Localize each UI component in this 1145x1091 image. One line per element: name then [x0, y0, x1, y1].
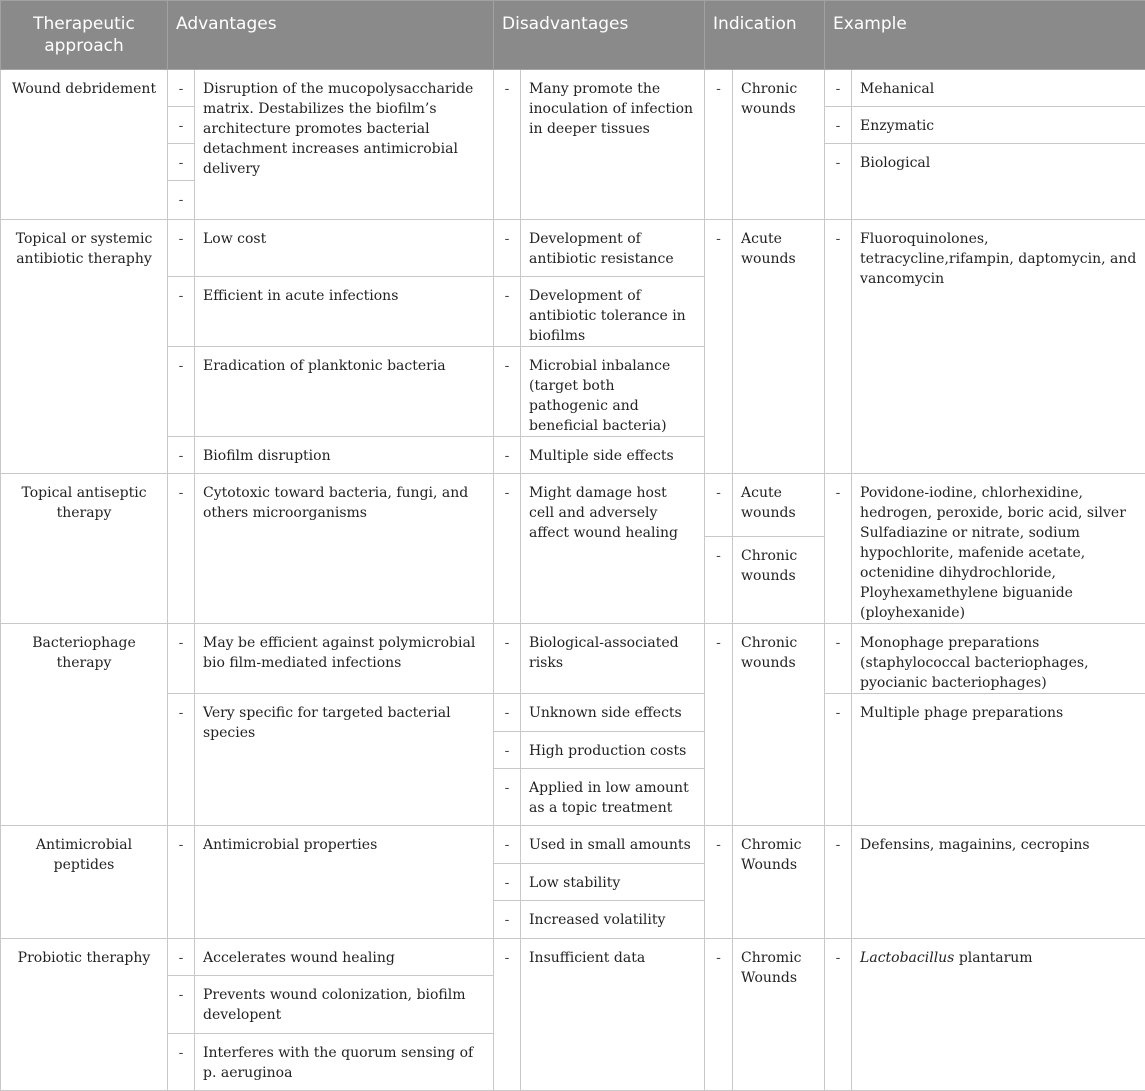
- advantage-dash: -: [168, 694, 195, 826]
- advantage-cell: Efficient in acute infections: [195, 277, 494, 347]
- example-dash: -: [825, 624, 852, 694]
- disadvantage-cell: Multiple side effects: [521, 437, 705, 474]
- indication-dash: -: [705, 70, 733, 220]
- table-row: [1, 826, 1145, 864]
- advantage-dash: -: [168, 474, 195, 624]
- advantage-dash: -: [168, 1034, 195, 1091]
- example-cell: Monophage preparations (staphylococcal bacteriophages, pyocianic bacteriophages): [852, 624, 1145, 694]
- indication-dash: -: [705, 826, 733, 939]
- table-row: [1, 694, 1145, 732]
- table-row: [1, 220, 1145, 277]
- advantage-dash: -: [168, 107, 195, 144]
- advantage-cell: Biofilm disruption: [195, 437, 494, 474]
- disadvantage-cell: Biological-associated risks: [521, 624, 705, 694]
- advantage-dash: -: [168, 347, 195, 437]
- indication-cell: Chromic Wounds: [733, 826, 825, 939]
- example-dash: -: [825, 144, 852, 220]
- approach-cell: Wound debridement: [1, 70, 168, 220]
- example-cell: Enzymatic: [852, 107, 1145, 144]
- advantage-dash: -: [168, 277, 195, 347]
- disadvantage-dash: -: [494, 624, 521, 694]
- disadvantage-cell: Low stability: [521, 864, 705, 901]
- disadvantage-dash: -: [494, 826, 521, 864]
- advantage-cell: Low cost: [195, 220, 494, 277]
- table-row: [1, 939, 1145, 976]
- approach-cell: Probiotic theraphy: [1, 939, 168, 1091]
- disadvantage-dash: -: [494, 939, 521, 1091]
- advantage-dash: -: [168, 70, 195, 107]
- advantage-dash: -: [168, 976, 195, 1034]
- indication-cell: Acute wounds: [733, 220, 825, 474]
- disadvantage-dash: -: [494, 901, 521, 939]
- disadvantage-dash: -: [494, 70, 521, 220]
- example-dash: -: [825, 70, 852, 107]
- indication-cell: Chronic wounds: [733, 624, 825, 826]
- disadvantage-cell: Increased volatility: [521, 901, 705, 939]
- example-cell: Defensins, magainins, cecropins: [852, 826, 1145, 939]
- example-species-name: plantarum: [954, 950, 1032, 966]
- indication-cell: Chronic wounds: [733, 70, 825, 220]
- header-example: Example: [825, 1, 1145, 70]
- approach-cell: Bacteriophage therapy: [1, 624, 168, 826]
- example-dash: -: [825, 220, 852, 474]
- advantage-cell: May be efficient against polymicrobial bio film-mediated infections: [195, 624, 494, 694]
- indication-cell: Acute wounds: [733, 474, 825, 537]
- header-therapeutic-approach: Therapeutic approach: [1, 1, 168, 70]
- example-cell: Fluoroquinolones, tetracycline,rifampin, daptomycin, and vancomycin: [852, 220, 1145, 474]
- disadvantage-dash: -: [494, 437, 521, 474]
- advantage-dash: -: [168, 624, 195, 694]
- example-dash: -: [825, 694, 852, 826]
- advantage-cell: Cytotoxic toward bacteria, fungi, and others microorganisms: [195, 474, 494, 624]
- table-row: [1, 624, 1145, 694]
- header-advantages: Advantages: [168, 1, 494, 70]
- advantage-cell: Disruption of the mucopolysaccharide matrix. Destabilizes the biofilm’s architecture promotes bacterial detachment increases antimicrobial delivery: [195, 70, 494, 220]
- example-cell: Biological: [852, 144, 1145, 220]
- disadvantage-cell: Unknown side effects: [521, 694, 705, 732]
- indication-dash: -: [705, 537, 733, 624]
- advantage-cell: Accelerates wound healing: [195, 939, 494, 976]
- disadvantage-dash: -: [494, 769, 521, 826]
- advantage-dash: -: [168, 144, 195, 181]
- indication-dash: -: [705, 220, 733, 474]
- table-row: [1, 474, 1145, 537]
- header-disadvantages: Disadvantages: [494, 1, 705, 70]
- example-species-genus: Lactobacillus: [860, 950, 954, 966]
- disadvantage-cell: Might damage host cell and adversely affect wound healing: [521, 474, 705, 624]
- advantage-cell: Prevents wound colonization, biofilm developent: [195, 976, 494, 1034]
- indication-cell: Chromic Wounds: [733, 939, 825, 1091]
- indication-cell: Chronic wounds: [733, 537, 825, 624]
- disadvantage-cell: Development of antibiotic resistance: [521, 220, 705, 277]
- advantage-cell: Eradication of planktonic bacteria: [195, 347, 494, 437]
- advantage-dash: -: [168, 826, 195, 939]
- disadvantage-cell: Development of antibiotic tolerance in biofilms: [521, 277, 705, 347]
- indication-dash: -: [705, 474, 733, 537]
- advantage-dash: -: [168, 220, 195, 277]
- indication-dash: -: [705, 624, 733, 826]
- disadvantage-cell: Used in small amounts: [521, 826, 705, 864]
- example-cell: Mehanical: [852, 70, 1145, 107]
- disadvantage-dash: -: [494, 347, 521, 437]
- disadvantage-dash: -: [494, 732, 521, 769]
- example-cell: [852, 939, 1145, 1091]
- example-dash: -: [825, 826, 852, 939]
- advantage-cell: Interferes with the quorum sensing of p. aeruginoa: [195, 1034, 494, 1091]
- example-cell: Povidone-iodine, chlorhexidine, hedrogen, peroxide, boric acid, silver Sulfadiazine or nitrate, sodium hypochlorite, mafenide acetate, octenidine dihydrochloride, Ployhexamethylene biguanide (ployhexanide): [852, 474, 1145, 624]
- disadvantage-dash: -: [494, 220, 521, 277]
- example-dash: -: [825, 939, 852, 1091]
- advantage-cell: Antimicrobial properties: [195, 826, 494, 939]
- header-row: [1, 1, 1145, 70]
- example-dash: -: [825, 474, 852, 624]
- approach-cell: Antimicrobial peptides: [1, 826, 168, 939]
- example-cell: Multiple phage preparations: [852, 694, 1145, 826]
- approach-cell: Topical antiseptic therapy: [1, 474, 168, 624]
- disadvantage-dash: -: [494, 474, 521, 624]
- advantage-cell: Very specific for targeted bacterial species: [195, 694, 494, 826]
- disadvantage-cell: Insufficient data: [521, 939, 705, 1091]
- disadvantage-cell: Applied in low amount as a topic treatment: [521, 769, 705, 826]
- advantage-dash: -: [168, 939, 195, 976]
- disadvantage-cell: Many promote the inoculation of infection in deeper tissues: [521, 70, 705, 220]
- header-indication: Indication: [705, 1, 825, 70]
- disadvantage-dash: -: [494, 694, 521, 732]
- table-row: [1, 70, 1145, 107]
- advantage-dash: -: [168, 181, 195, 220]
- approach-cell: Topical or systemic antibiotic theraphy: [1, 220, 168, 474]
- disadvantage-dash: -: [494, 864, 521, 901]
- example-dash: -: [825, 107, 852, 144]
- disadvantage-dash: -: [494, 277, 521, 347]
- disadvantage-cell: High production costs: [521, 732, 705, 769]
- indication-dash: -: [705, 939, 733, 1091]
- disadvantage-cell: Microbial inbalance (target both pathogenic and beneficial bacteria): [521, 347, 705, 437]
- advantage-dash: -: [168, 437, 195, 474]
